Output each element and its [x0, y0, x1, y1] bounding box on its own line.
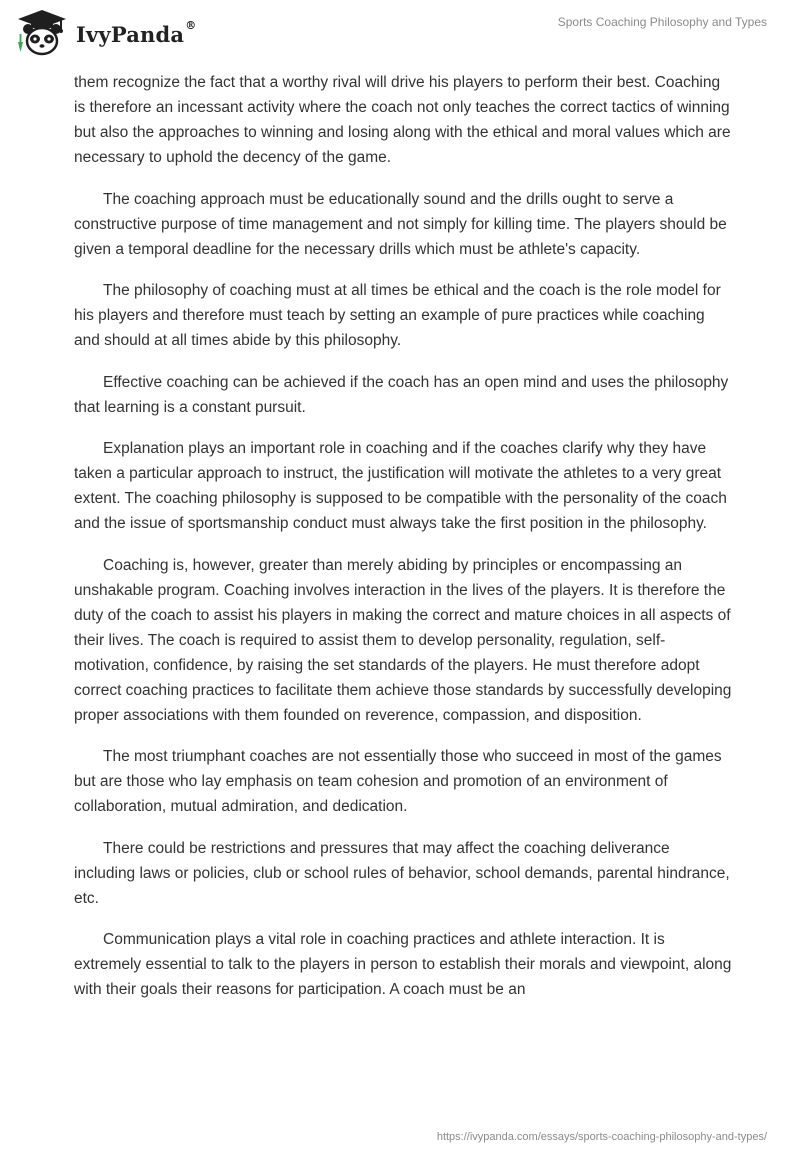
ivypanda-logo[interactable] — [14, 8, 196, 58]
page-header — [0, 0, 800, 70]
paragraph: The coaching approach must be educationally sound and the drills ought to serve a constructive purpose of time management and not simply for killing time. The players should be given a temporal deadline for the necessary drills which must be athlete's capacity. — [74, 190, 727, 258]
panda-graduate-icon — [14, 8, 70, 58]
paragraph: The philosophy of coaching must at all times be ethical and the coach is the role model for his players and therefore must teach by setting an example of pure practices while coaching and should at all times abide by this philosophy. — [74, 282, 721, 349]
document-title: Sports Coaching Philosophy and Types — [557, 15, 767, 29]
paragraph: The most triumphant coaches are not essentially those who succeed in most of the games but are those who lay emphasis on team cohesion and promotion of an environment of collaboration, mutual admiration, and dedication. — [74, 748, 722, 815]
paragraph: Coaching is, however, greater than merely abiding by principles or encompassing an unshakable program. Coaching involves interaction in the lives of the players. It is therefore the duty of the coach to assist his players in making the correct and mature choices in all aspects of their lives. The coach is required to assist them to develop personality, regulation, self-motivation, confidence, by raising the set standards of the players. He must therefore adopt correct coaching practices to facilitate them achieve those standards by successfully developing proper associations with them founded on reverence, compassion, and disposition. — [74, 556, 732, 724]
logo-name: IvyPanda — [76, 21, 185, 47]
paragraph: Communication plays a vital role in coaching practices and athlete interaction. It is extremely essential to talk to the players in person to establish their morals and viewpoint, along with their goals their reasons for participation. A coach must be an — [74, 931, 732, 998]
source-url[interactable]: https://ivypanda.com/essays/sports-coaching-philosophy-and-types/ — [436, 1131, 767, 1143]
paragraph: There could be restrictions and pressures that may affect the coaching deliverance including laws or policies, club or school rules of behavior, school demands, parental hindrance, etc. — [74, 839, 730, 907]
registered-mark: ® — [185, 18, 197, 32]
paragraph: Effective coaching can be achieved if the coach has an open mind and uses the philosophy that learning is a constant pursuit. — [74, 373, 729, 416]
paragraph: them recognize the fact that a worthy rival will drive his players to perform their best. Coaching is therefore an incessant activity where the coach not only teaches the correct tactics of winning but also the approaches to winning and losing along with the ethical and moral values which are necessary to uphold the decency of the game. — [74, 74, 731, 166]
essay-body — [74, 70, 734, 1019]
logo-wordmark — [76, 18, 197, 47]
paragraph: Explanation plays an important role in coaching and if the coaches clarify why they have taken a particular approach to instruct, the justification will motivate the athletes to a very great extent. The coaching philosophy is supposed to be compatible with the personality of the coach and the issue of sportsmanship conduct must always take the first position in the philosophy. — [74, 440, 727, 532]
